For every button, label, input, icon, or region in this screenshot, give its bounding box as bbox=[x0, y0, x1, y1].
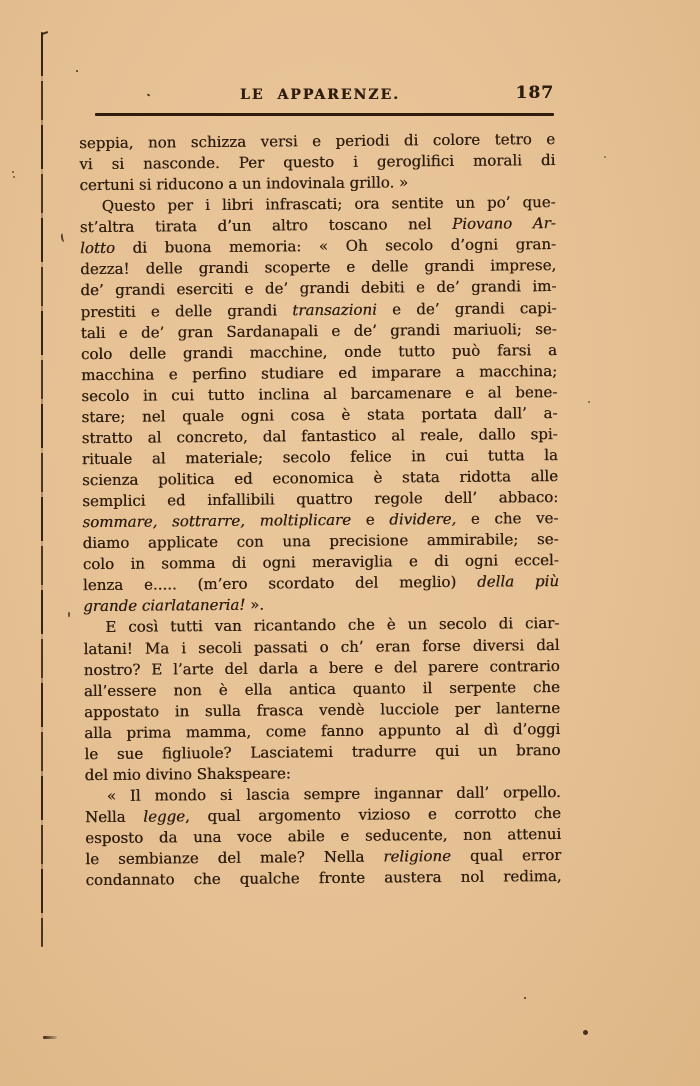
text-segment: stare; nel quale ogni cosa è stata portata dall’ a- bbox=[81, 403, 558, 426]
page-number: 187 bbox=[515, 83, 554, 103]
text-segment: e bbox=[350, 510, 390, 529]
text-segment: e de’ grandi capi- bbox=[376, 298, 557, 319]
text-segment: vi si nasconde. Per questo i geroglifici morali di bbox=[79, 151, 556, 174]
ink-speck bbox=[76, 70, 78, 72]
text-segment: all’essere non è ella antica quanto il serpente che bbox=[83, 677, 560, 700]
text-segment: E così tutti van ricantando che è un secolo di ciar- bbox=[105, 614, 560, 637]
text-segment: semplici ed infallibili quattro regole dell’ abbaco: bbox=[82, 488, 559, 511]
ink-dot bbox=[583, 1030, 588, 1035]
ink-smudge bbox=[43, 1036, 57, 1039]
text-segment: le sembianze del male? Nella bbox=[85, 847, 384, 869]
text-segment: alla prima mamma, come fanno appunto al dì d’oggi bbox=[84, 719, 561, 742]
text-segment: di buona memoria: « Oh secolo d’ogni gran- bbox=[114, 235, 557, 258]
text-segment: qual error bbox=[450, 846, 562, 866]
text-segment: condannato che qualche fronte austera nol redima, bbox=[85, 867, 562, 890]
running-title: LE APPARENZE. bbox=[240, 87, 401, 103]
text-segment: stratto al concreto, dal fantastico al reale, dallo spi- bbox=[81, 424, 558, 448]
text-segment: esposto da una voce abile e seducente, non attenui bbox=[85, 825, 562, 848]
text-segment: seppia, non schizza versi e periodi di colore tetro e bbox=[79, 129, 556, 153]
text-segment: lenza e..... (m’ero scordato del meglio) bbox=[82, 573, 478, 595]
text-segment: e che ve- bbox=[456, 509, 559, 529]
text-line bbox=[79, 150, 555, 175]
body-text bbox=[79, 129, 562, 891]
text-segment: latani! Ma i secoli passati o ch’ eran forse diversi dal bbox=[83, 635, 560, 658]
text-segment: colo delle grandi macchine, onde tutto può farsi a bbox=[80, 340, 558, 363]
text-segment: ». bbox=[245, 595, 265, 615]
text-segment: st’altra tirata d’un altro toscano nel bbox=[79, 215, 453, 237]
text-segment: macchina e perfino studiare ed imparare a macchina; bbox=[81, 361, 558, 384]
text-segment: , qual argomento vizioso e corrotto che bbox=[184, 803, 562, 826]
margin-mark bbox=[12, 171, 14, 173]
text-segment: le sue figliuole? Lasciatemi tradurre qui un brano bbox=[84, 740, 561, 763]
text-segment: rituale al materiale; secolo felice in cui tutta la bbox=[81, 445, 558, 469]
text-segment: tali e de’ gran Sardanapali e de’ grandi mariuoli; se- bbox=[80, 319, 557, 342]
italic-text-segment: religione bbox=[383, 847, 451, 866]
text-segment: Questo per i libri infrascati; ora sentite un po’ que- bbox=[101, 193, 556, 216]
italic-text-segment: grande ciarlataneria! bbox=[83, 596, 246, 616]
text-segment: diamo applicate con una precisione ammirabile; se- bbox=[82, 530, 559, 553]
text-segment: nostro? E l’arte del darla a bere e del parere contrario bbox=[83, 656, 560, 679]
italic-text-segment: Piovano Ar- bbox=[451, 214, 556, 234]
margin-mark bbox=[68, 612, 70, 617]
text-segment: colo in somma di ogni meraviglia e di ogni eccel- bbox=[82, 551, 559, 574]
page-header bbox=[0, 0, 700, 110]
margin-mark bbox=[60, 233, 66, 243]
text-segment: scienza politica ed economica è stata ridotta alle bbox=[81, 466, 559, 490]
text-segment: dezza! delle grandi scoperte e delle grandi imprese, bbox=[80, 256, 557, 279]
text-segment: de’ grandi eserciti e de’ grandi debiti e de’ grandi im- bbox=[80, 277, 557, 300]
italic-text-segment: legge bbox=[143, 807, 186, 826]
italic-text-segment: dividere, bbox=[389, 510, 457, 529]
text-segment: prestiti e delle grandi bbox=[80, 300, 293, 321]
ink-speck bbox=[588, 401, 590, 403]
italic-text-segment: lotto bbox=[79, 239, 116, 258]
text-segment: appostato in sulla frasca vendè lucciole per lanterne bbox=[83, 698, 561, 721]
page-binding-line bbox=[41, 32, 43, 947]
ink-speck bbox=[604, 156, 606, 158]
text-line bbox=[85, 866, 561, 891]
text-segment: secolo in cui tutto inclina al barcamenare e al bene- bbox=[81, 382, 558, 405]
text-segment: del mio divino Shakspeare: bbox=[84, 764, 291, 785]
italic-text-segment: della più bbox=[476, 572, 560, 592]
text-line bbox=[84, 740, 560, 765]
header-rule bbox=[95, 113, 554, 116]
italic-text-segment: transazioni bbox=[292, 300, 377, 319]
text-segment: certuni si riducono a un indovinala grillo. » bbox=[79, 173, 409, 195]
text-segment: « Il mondo si lascia sempre ingannar dall’ orpello. bbox=[106, 782, 561, 805]
italic-text-segment: sommare, sottrarre, moltiplicare bbox=[82, 510, 352, 532]
text-segment: Nella bbox=[84, 807, 144, 827]
ink-speck bbox=[524, 997, 526, 999]
